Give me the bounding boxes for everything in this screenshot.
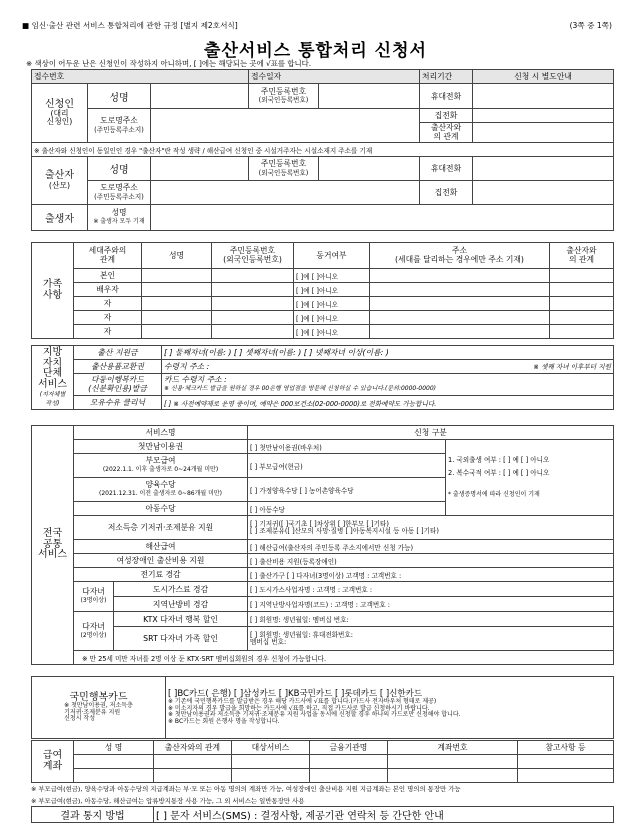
happiness-card-options[interactable] xyxy=(166,677,614,739)
applicant-label: 신청인 (대리 신청인) xyxy=(32,84,88,143)
city-gas-discount-fields[interactable]: [ ] 도시가스사업자명 : 고객명 : 고객번호 : xyxy=(248,582,614,597)
pay-bank-field[interactable] xyxy=(310,755,388,769)
family-header-relation: 세대주와의 관계 xyxy=(74,243,142,269)
multi-child-card-label: 다둥이행복카드 (신분확인용)발급 xyxy=(74,374,162,396)
account-footnote-1: ※ 부모급여(현금), 양육수당과 아동수당의 지급계좌는 부·모 또는 아동 명의의 계좌만 가능, 여성장애인 출산비용 지원 지급계좌는 본인 명의의 통장만 가능 xyxy=(31,785,461,793)
srt-discount-fields[interactable]: [ ] 회원명: 생년월일: 휴대전화번호: 멤버십 번호: xyxy=(248,627,614,651)
applicant-name-field[interactable] xyxy=(151,84,249,109)
child-allowance-label: 아동수당 xyxy=(74,502,248,516)
pay-header-account: 계좌번호 xyxy=(388,741,518,755)
form-page-indicator: (3쪽 중 1쪽) xyxy=(569,21,612,30)
mother-mobile-label: 휴대전화 xyxy=(420,157,473,181)
birth-grant-label: 출산 지원금 xyxy=(74,346,162,360)
family-header-cohab: 동거여부 xyxy=(294,243,370,269)
family-mother-relation-field[interactable] xyxy=(550,325,614,339)
first-meeting-voucher-label: 첫만남이용권 xyxy=(74,440,248,454)
maternity-benefit-checkbox[interactable]: [ ] 해산급여(출산자의 주민등록 주소지에서만 신청 가능) xyxy=(248,540,614,554)
city-gas-discount-label: 도시가스료 경감 xyxy=(114,582,248,597)
same-person-note: ※ 출산자와 신청인이 동일인인 경우 "출산자"란 작성 생략 / 해산급여 신청인 중 시설거주자는 시설소재지 주소를 기재 xyxy=(32,143,614,157)
birth-supplies-voucher-label: 출산용품교환권 xyxy=(74,360,162,374)
family-rrn-field[interactable] xyxy=(212,283,294,297)
service-name-header: 서비스명 xyxy=(74,426,248,440)
pay-notes-field[interactable] xyxy=(518,755,614,769)
applicant-address-label: 도로명주소 (주민등록주소지) xyxy=(88,109,151,143)
family-mother-relation-field[interactable] xyxy=(550,269,614,283)
family-address-field[interactable] xyxy=(370,269,550,283)
childcare-allowance-label: 양육수당 (2021.12.31. 이전 출생자로 0~86개월 미만) xyxy=(74,478,248,502)
family-rrn-field[interactable] xyxy=(212,325,294,339)
family-header-address: 주소 (세대를 달리하는 경우에만 주소 기재) xyxy=(370,243,550,269)
birth-supplies-address-field[interactable]: 수령지 주소 : ※ 셋째 자녀 이후부터 지원 xyxy=(162,360,614,374)
family-cohab-checkbox[interactable]: [ ]예 [ ]아니오 xyxy=(294,311,370,325)
card-note-3: ※ 첫만남이용권과 저소득층 기저귀·조제분유 지원 사업을 동시에 신청할 경우 하나의 카드로만 신청해야 합니다. xyxy=(168,711,461,719)
multi-child-card-address-field[interactable]: 카드 수령지 주소 : ※ 신용·체크카드 발급을 원하실 경우 00은행 영업점을 방문해 신청하실 수 있습니다.(문의:0000-0000) xyxy=(162,374,614,396)
card-note-4: ※ BC카드는 회원 은행사 명을 작성합니다. xyxy=(168,717,280,725)
mother-name-label: 성명 xyxy=(88,157,151,181)
pay-header-bank: 금융기관명 xyxy=(310,741,388,755)
multi-child-3-label: 다자녀 (3명이상) xyxy=(74,582,114,612)
mother-home-label: 집전화 xyxy=(420,181,473,205)
national-services-table xyxy=(31,425,614,665)
receipt-date-label: 접수일자 xyxy=(249,70,420,84)
family-mother-relation-field[interactable] xyxy=(550,311,614,325)
mother-address-field[interactable] xyxy=(151,181,420,205)
district-heating-discount-fields[interactable]: [ ] 지역난방사업자명(코드) : 고객명 : 고객번호 : xyxy=(248,597,614,612)
family-name-field[interactable] xyxy=(142,311,212,325)
result-notice-table xyxy=(31,806,614,823)
mother-mobile-field[interactable] xyxy=(473,157,614,181)
electricity-discount-label: 전기료 경감 xyxy=(74,568,248,582)
family-row-relation: 자 xyxy=(74,325,142,339)
family-table xyxy=(31,242,614,339)
pay-header-relation: 출산자와의 관계 xyxy=(154,741,232,755)
parent-benefit-checkbox[interactable]: [ ] 부모급여(현금) xyxy=(248,454,446,478)
pay-name-field[interactable] xyxy=(74,769,154,783)
family-row-relation: 배우자 xyxy=(74,283,142,297)
newborn-label: 출생자 xyxy=(32,205,88,231)
family-header-rrn: 주민등록번호 (외국인등록번호) xyxy=(212,243,294,269)
applicant-address-field[interactable] xyxy=(151,109,420,143)
district-heating-discount-label: 지역난방비 경감 xyxy=(114,597,248,612)
family-header-name: 성명 xyxy=(142,243,212,269)
family-address-field[interactable] xyxy=(370,311,550,325)
family-cohab-checkbox[interactable]: [ ]예 [ ]아니오 xyxy=(294,325,370,339)
mother-label: 출산자 (산모) xyxy=(32,157,88,205)
newborn-name-field[interactable] xyxy=(151,205,614,231)
applicant-mobile-field[interactable] xyxy=(473,84,614,109)
family-row-relation: 자 xyxy=(74,311,142,325)
childcare-allowance-checkbox[interactable]: [ ] 가정양육수당 [ ] 농어촌양육수당 xyxy=(248,478,446,502)
family-mother-relation-field[interactable] xyxy=(550,297,614,311)
family-address-field[interactable] xyxy=(370,297,550,311)
card-note-1: ※ 기존에 국민행복카드를 발급받은 경우 해당 카드사에 √표를 합니다.(카드사 전자바우처 형태로 제공) xyxy=(168,697,437,705)
family-header-mother-relation: 출산자와 의 관계 xyxy=(550,243,614,269)
pay-service-field[interactable] xyxy=(232,755,310,769)
family-row-relation: 자 xyxy=(74,297,142,311)
pay-account-field[interactable] xyxy=(388,755,518,769)
applicant-mobile-label: 휴대전화 xyxy=(420,84,473,109)
ktx-discount-label: KTX 다자녀 행복 할인 xyxy=(114,612,248,627)
pay-account-field[interactable] xyxy=(388,769,518,783)
birth-grant-options[interactable]: [ ] 둘째자녀(이름: ) [ ] 셋째자녀(이름: ) [ ] 넷째자녀 이상(이름: ) xyxy=(162,346,614,360)
local-services-label: 지방 자치 단체 서비스 (지자체별 작성) xyxy=(32,346,74,410)
family-rrn-field[interactable] xyxy=(212,269,294,283)
applicant-home-label: 집전화 xyxy=(420,109,473,123)
mother-home-field[interactable] xyxy=(473,181,614,205)
pay-header-notes: 참고사항 등 xyxy=(518,741,614,755)
pay-relation-field[interactable] xyxy=(154,755,232,769)
maternity-benefit-label: 해산급여 xyxy=(74,540,248,554)
multi-child-2-label: 다자녀 (2명이상) xyxy=(74,612,114,651)
pay-header-service: 대상서비스 xyxy=(232,741,310,755)
mother-name-field[interactable] xyxy=(151,157,249,181)
parent-benefit-label: 부모급여 (2022.1.1. 이후 출생자로 0~24개월 미만) xyxy=(74,454,248,478)
family-cohab-checkbox[interactable]: [ ]예 [ ]아니오 xyxy=(294,297,370,311)
diaper-formula-options[interactable]: [ ] 기저귀([ ]국기초 [ ]차상위 [ ]한부모 [ ]기타) [ ] 조제분유([ ]산모의 사망·질병 [ ]아동복지시설 등 아동 [ ]기타) xyxy=(248,516,614,540)
family-rrn-field[interactable] xyxy=(212,297,294,311)
family-mother-relation-field[interactable] xyxy=(550,283,614,297)
processing-period-label: 처리기간 xyxy=(420,70,473,84)
disabled-women-support-label: 여성장애인 출산비용 지원 xyxy=(74,554,248,568)
pay-name-field[interactable] xyxy=(74,755,154,769)
payment-account-table xyxy=(31,740,614,783)
rail-discount-note: ※ 만 25세 미만 자녀를 2명 이상 둔 KTX·SRT 멤버십회원의 경우 신청이 가능합니다. xyxy=(74,651,614,665)
applicant-rrn-label: 주민등록번호 (외국인등록번호) xyxy=(249,84,319,109)
birth-info-box: 1. 국외출생 여부 : [ ] 예 [ ] 아니오 2. 복수국적 여부 : [ ] 예 [ ] 아니오 * 출생증명서에 따라 신청인이 기재 xyxy=(446,440,614,516)
applicant-table xyxy=(31,69,614,231)
form-title: 출산서비스 통합처리 신청서 xyxy=(204,41,427,61)
result-notice-label: 결과 통지 방법 xyxy=(32,807,154,823)
pay-bank-field[interactable] xyxy=(310,769,388,783)
family-name-field[interactable] xyxy=(142,283,212,297)
form-note: ※ 색상이 어두운 난은 신청인이 작성하지 아니하며, [ ]에는 해당되는 곳에 √표를 합니다. xyxy=(26,59,312,68)
family-label: 가족 사항 xyxy=(32,243,74,339)
processing-period-value: 신청 시 별도안내 xyxy=(473,70,614,84)
applicant-rrn-field[interactable] xyxy=(319,84,420,109)
breastfeeding-clinic-label: 모유수유 클리닉 xyxy=(74,396,162,410)
mother-rrn-label: 주민등록번호 (외국인등록번호) xyxy=(249,157,319,181)
family-row-relation: 본인 xyxy=(74,269,142,283)
family-name-field[interactable] xyxy=(142,297,212,311)
card-company-options[interactable]: [ ]BC카드( 은행) [ ]삼성카드 [ ]KB국민카드 [ ]롯데카드 [ ]신한카드 xyxy=(168,688,423,699)
family-name-field[interactable] xyxy=(142,269,212,283)
family-address-field[interactable] xyxy=(370,283,550,297)
diaper-formula-label: 저소득층 기저귀·조제분유 지원 xyxy=(74,516,248,540)
pay-header-name: 성 명 xyxy=(74,741,154,755)
account-footnote-2: ※ 부모급여(현금), 아동수당, 해산급여는 압류방지통장 사용 가능, 그 외 서비스는 일반통장만 사용 xyxy=(31,797,305,805)
breastfeeding-clinic-checkbox[interactable]: [ ] ※ 사전예약제로 운영 중이며, 예약은 000보건소(02-000-0000)로 전화예약도 가능합니다. xyxy=(162,396,614,410)
applicant-relation-label: 출산자와 의 관계 xyxy=(420,123,473,143)
national-services-label: 전국 공통 서비스 xyxy=(32,426,74,665)
pay-service-field[interactable] xyxy=(232,769,310,783)
payment-account-label: 급여 계좌 xyxy=(32,741,74,783)
applicant-name-label: 성명 xyxy=(88,84,151,109)
child-allowance-checkbox[interactable]: [ ] 아동수당 xyxy=(248,502,446,516)
mother-address-label: 도로명주소 (주민등록주소지) xyxy=(88,181,151,205)
happiness-card-label: 국민행복카드 ※ 첫만남이용권, 저소득층 기저귀·조제분유 지원 신청시 작성 xyxy=(32,677,166,739)
ktx-discount-fields[interactable]: [ ] 회원명: 생년월일: 멤버십 번호: xyxy=(248,612,614,627)
newborn-name-label: 성명 ※ 출생자 모두 기재 xyxy=(88,205,151,231)
electricity-discount-fields[interactable]: [ ] 출산가구 [ ] 다자녀(3명이상) 고객명 : 고객번호 : xyxy=(248,568,614,582)
family-address-field[interactable] xyxy=(370,325,550,339)
family-name-field[interactable] xyxy=(142,325,212,339)
result-notice-sms-checkbox[interactable]: [ ] 문자 서비스(SMS) : 결정사항, 제공기관 연락처 등 간단한 안내 xyxy=(154,807,614,823)
form-header-left: ■ 임신·출산 관련 서비스 통합처리에 관한 규정 [별지 제2호서식] xyxy=(22,21,238,30)
applicant-relation-field[interactable] xyxy=(473,123,614,143)
happiness-card-table xyxy=(31,676,614,739)
application-type-header: 신청 구분 xyxy=(248,426,614,440)
applicant-home-field[interactable] xyxy=(473,109,614,123)
mother-rrn-field[interactable] xyxy=(319,157,420,181)
family-rrn-field[interactable] xyxy=(212,311,294,325)
receipt-number-label: 접수번호 xyxy=(32,70,249,84)
card-note-2: ※ 미소지자의 경우 발급을 희망하는 카드사에 √표를 하고, 직접 카드사로 발급 신청하시기 바랍니다. xyxy=(168,704,430,712)
pay-notes-field[interactable] xyxy=(518,769,614,783)
pay-relation-field[interactable] xyxy=(154,769,232,783)
family-cohab-checkbox[interactable]: [ ]예 [ ]아니오 xyxy=(294,269,370,283)
family-cohab-checkbox[interactable]: [ ]예 [ ]아니오 xyxy=(294,283,370,297)
local-services-table xyxy=(31,345,614,410)
srt-discount-label: SRT 다자녀 가족 할인 xyxy=(114,627,248,651)
disabled-women-support-checkbox[interactable]: [ ] 출산비용 지원(등록장애인) xyxy=(248,554,614,568)
first-meeting-voucher-checkbox[interactable]: [ ] 첫만남이용권(바우처) xyxy=(248,440,446,454)
